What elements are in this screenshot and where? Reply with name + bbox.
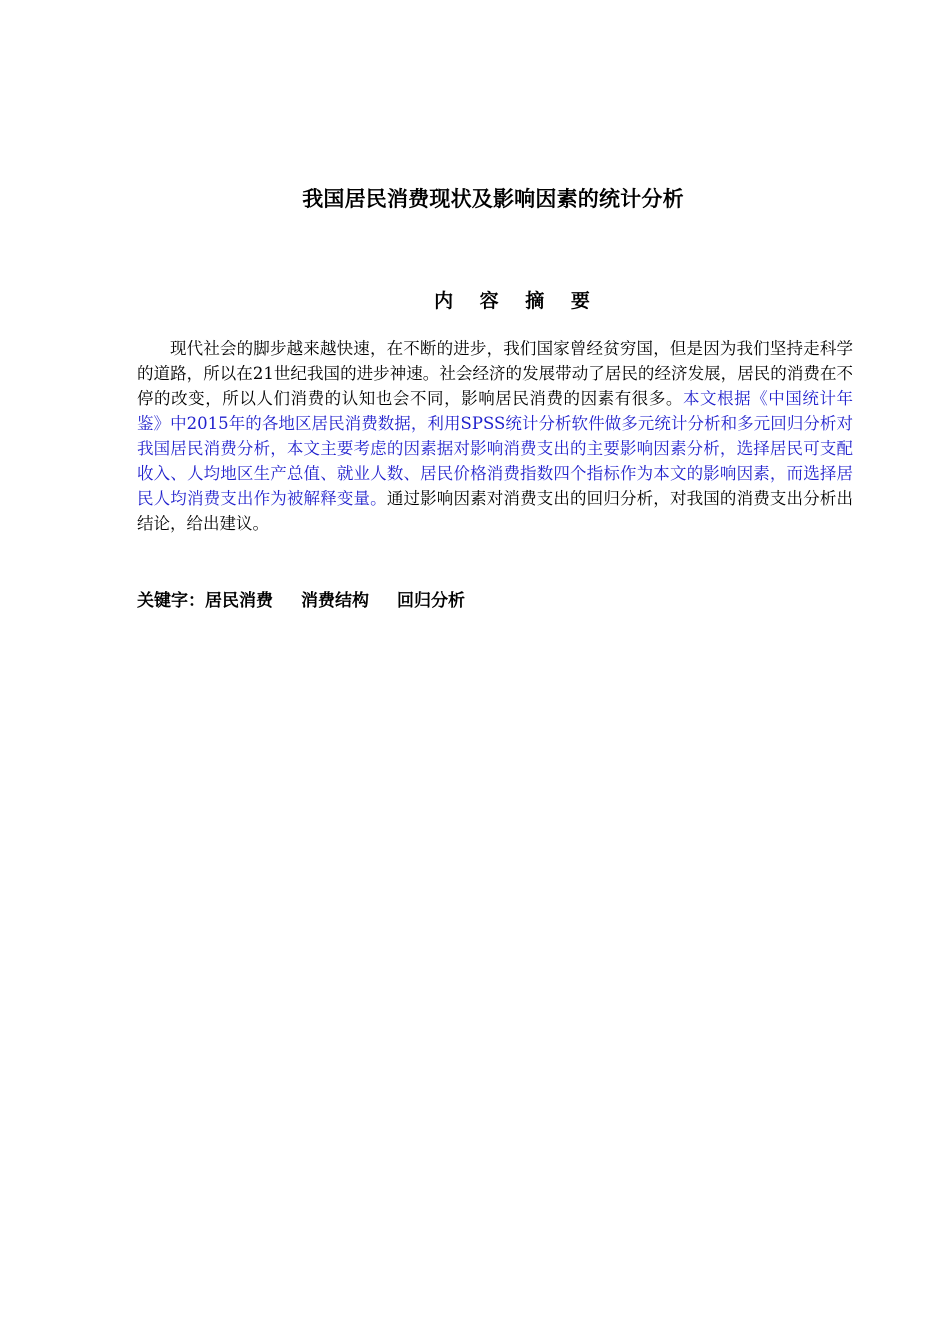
document-title: 我国居民消费现状及影响因素的统计分析 bbox=[302, 187, 684, 211]
keyword-item: 回归分析 bbox=[397, 591, 465, 611]
keywords-label: 关键字： bbox=[137, 591, 205, 611]
abstract-text-intro: 现代社会的脚步越来越快速，在不断的进步，我们国家曾经贫穷国，但是因为我们坚持走科学的道路，所以在21世纪我国的进步神速。社会经济的发展带动了居民的经济发展，居民的消费在不停的改变，所以人们消费的认知也会不同，影响居民消费的因素有很多。 bbox=[137, 339, 853, 408]
abstract-text-highlighted: 本文根据《中国统计年鉴》中2015年的各地区居民消费数据，利用SPSS统计分析软件做多元统计分析和多元回归分析对我国居民消费分析，本文主要考虑的因素据对影响消费支出的主要影响因素分析，选择居民可支配收入、人均地区生产总值、就业人数、居民价格消费指数四个指标作为本文的影响因素，而选择居民人均消费支出作为被解释变量。 bbox=[137, 389, 854, 508]
abstract-text-conclusion: 通过影响因素对消费支出的回归分析，对我国的消费支出分析出结论，给出建议。 bbox=[137, 489, 854, 533]
keyword-item: 居民消费 bbox=[205, 591, 273, 611]
abstract-paragraph bbox=[137, 336, 853, 536]
keywords-line bbox=[137, 586, 493, 611]
keyword-item: 消费结构 bbox=[301, 591, 369, 611]
abstract-heading: 内 容 摘 要 bbox=[434, 290, 600, 312]
